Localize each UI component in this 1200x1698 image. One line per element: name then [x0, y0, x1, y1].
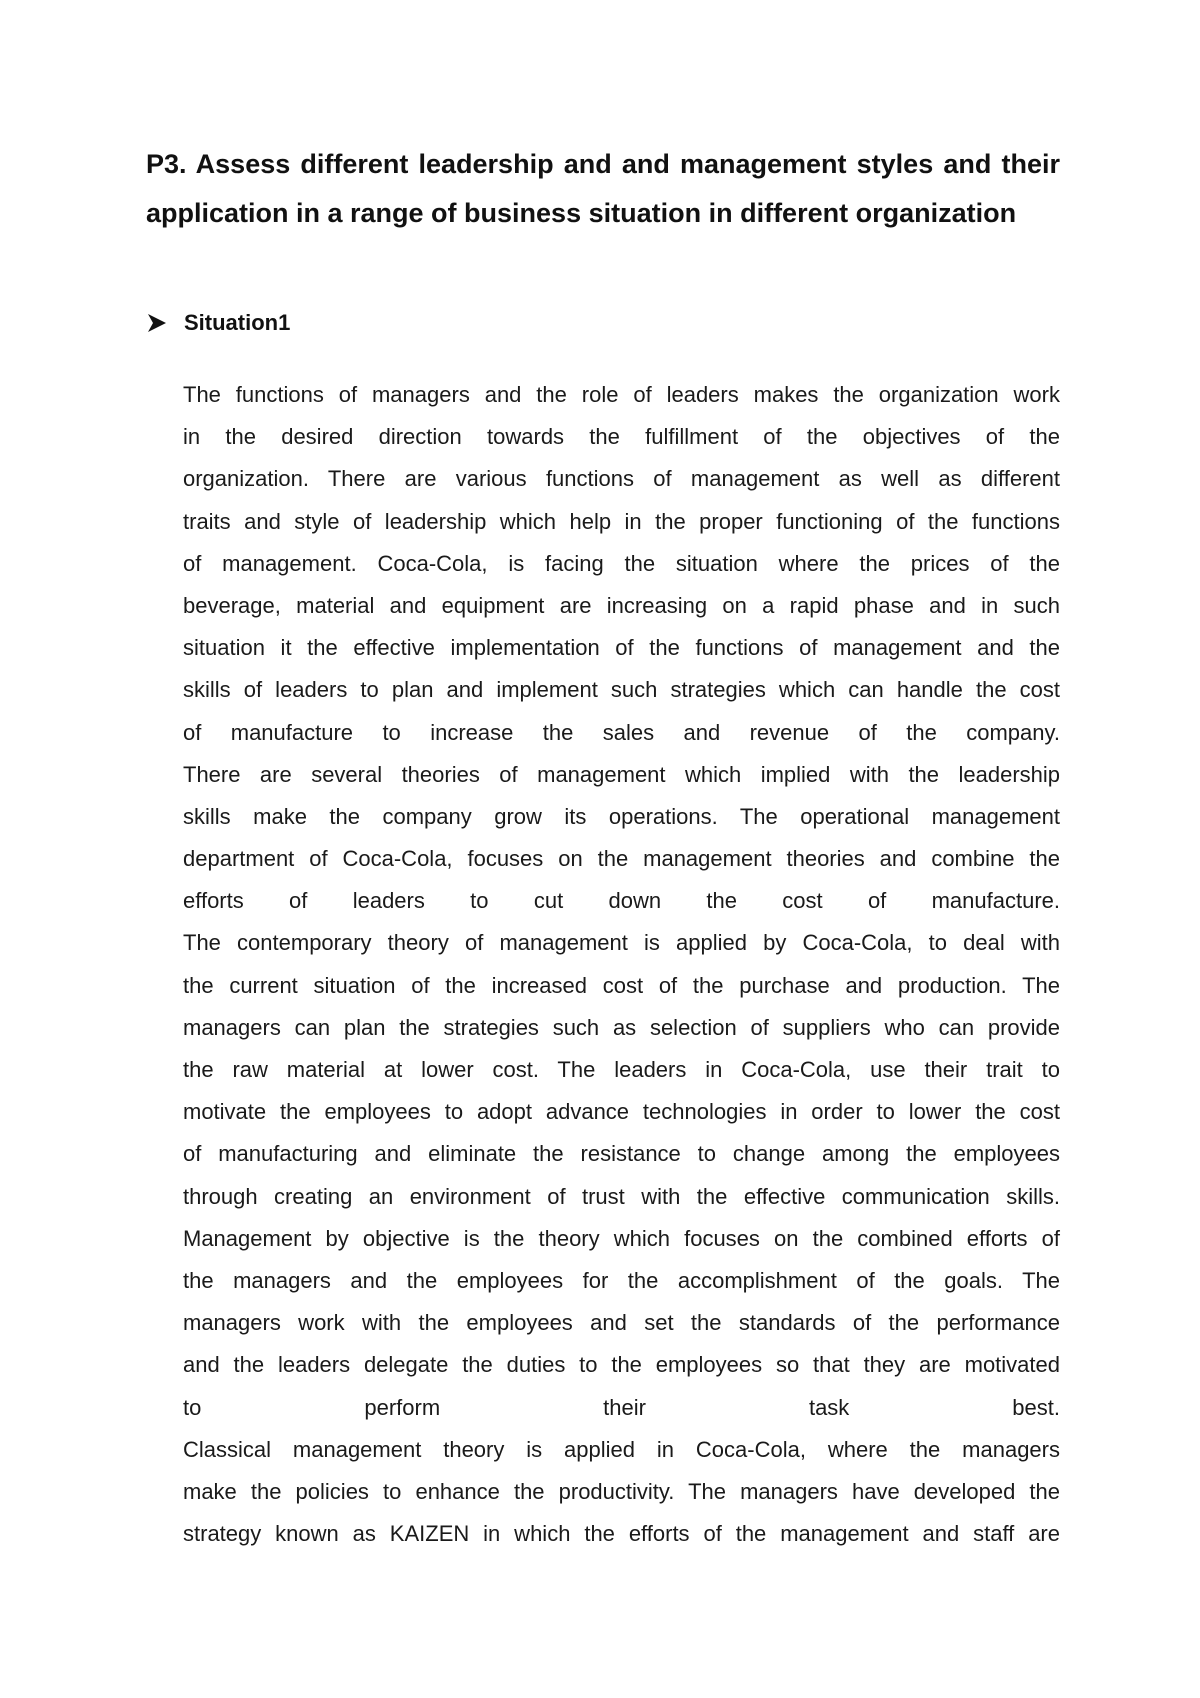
body-paragraph: [183, 374, 1060, 1555]
paragraph-line: The contemporary theory of management is applied by Coca-Cola, to deal with: [183, 930, 1060, 956]
paragraph-line: beverage, material and equipment are increasing on a rapid phase and in such: [183, 592, 1060, 618]
paragraph-line: organization. There are various functions of management as well as different: [183, 466, 1060, 492]
paragraph-line: make the policies to enhance the productivity. The managers have developed the: [183, 1478, 1060, 1504]
paragraph-line: traits and style of leadership which help in the proper functioning of the functions: [183, 508, 1060, 534]
paragraph-line: motivate the employees to adopt advance technologies in order to lower the cost: [183, 1099, 1060, 1125]
paragraph-line: managers can plan the strategies such as selection of suppliers who can provide: [183, 1014, 1060, 1040]
paragraph-line: department of Coca-Cola, focuses on the management theories and combine the: [183, 846, 1060, 872]
paragraph-line: of management. Coca-Cola, is facing the situation where the prices of the: [183, 550, 1060, 576]
paragraph-line: Management by objective is the theory which focuses on the combined efforts of: [183, 1225, 1060, 1251]
paragraph-line: managers work with the employees and set the standards of the performance: [183, 1310, 1060, 1336]
paragraph-line: through creating an environment of trust with the effective communication skills.: [183, 1183, 1060, 1209]
paragraph-line: the managers and the employees for the accomplishment of the goals. The: [183, 1267, 1060, 1293]
paragraph-line: in the desired direction towards the fulfillment of the objectives of the: [183, 424, 1060, 450]
document-heading: P3. Assess different leadership and and management styles and their application in a range of business situation in different organization: [146, 149, 1060, 228]
paragraph-line: strategy known as KAIZEN in which the efforts of the management and staff are: [183, 1521, 1060, 1547]
arrowhead-bullet-icon: [146, 312, 168, 334]
paragraph-line: the current situation of the increased cost of the purchase and production. The: [183, 972, 1060, 998]
paragraph-line: skills make the company grow its operations. The operational management: [183, 803, 1060, 829]
paragraph-line: The functions of managers and the role of leaders makes the organization work: [183, 382, 1060, 407]
paragraph-line: the raw material at lower cost. The leaders in Coca-Cola, use their trait to: [183, 1057, 1060, 1082]
paragraph-line: of manufacturing and eliminate the resistance to change among the employees: [183, 1141, 1060, 1167]
paragraph-line: and the leaders delegate the duties to the employees so that they are motivated: [183, 1352, 1060, 1378]
section-label: Situation1: [184, 310, 291, 335]
paragraph-line: of manufacture to increase the sales and revenue of the company.: [183, 719, 1060, 745]
paragraph-line: Classical management theory is applied in Coca-Cola, where the managers: [183, 1436, 1060, 1462]
paragraph-line: efforts of leaders to cut down the cost of manufacture.: [183, 888, 1060, 914]
paragraph-line: There are several theories of management which implied with the leadership: [183, 761, 1060, 787]
paragraph-line: situation it the effective implementation of the functions of management and the: [183, 635, 1060, 661]
section-heading: [146, 306, 290, 340]
paragraph-line: to perform their task best.: [183, 1394, 1060, 1420]
paragraph-line: skills of leaders to plan and implement such strategies which can handle the cost: [183, 677, 1060, 703]
